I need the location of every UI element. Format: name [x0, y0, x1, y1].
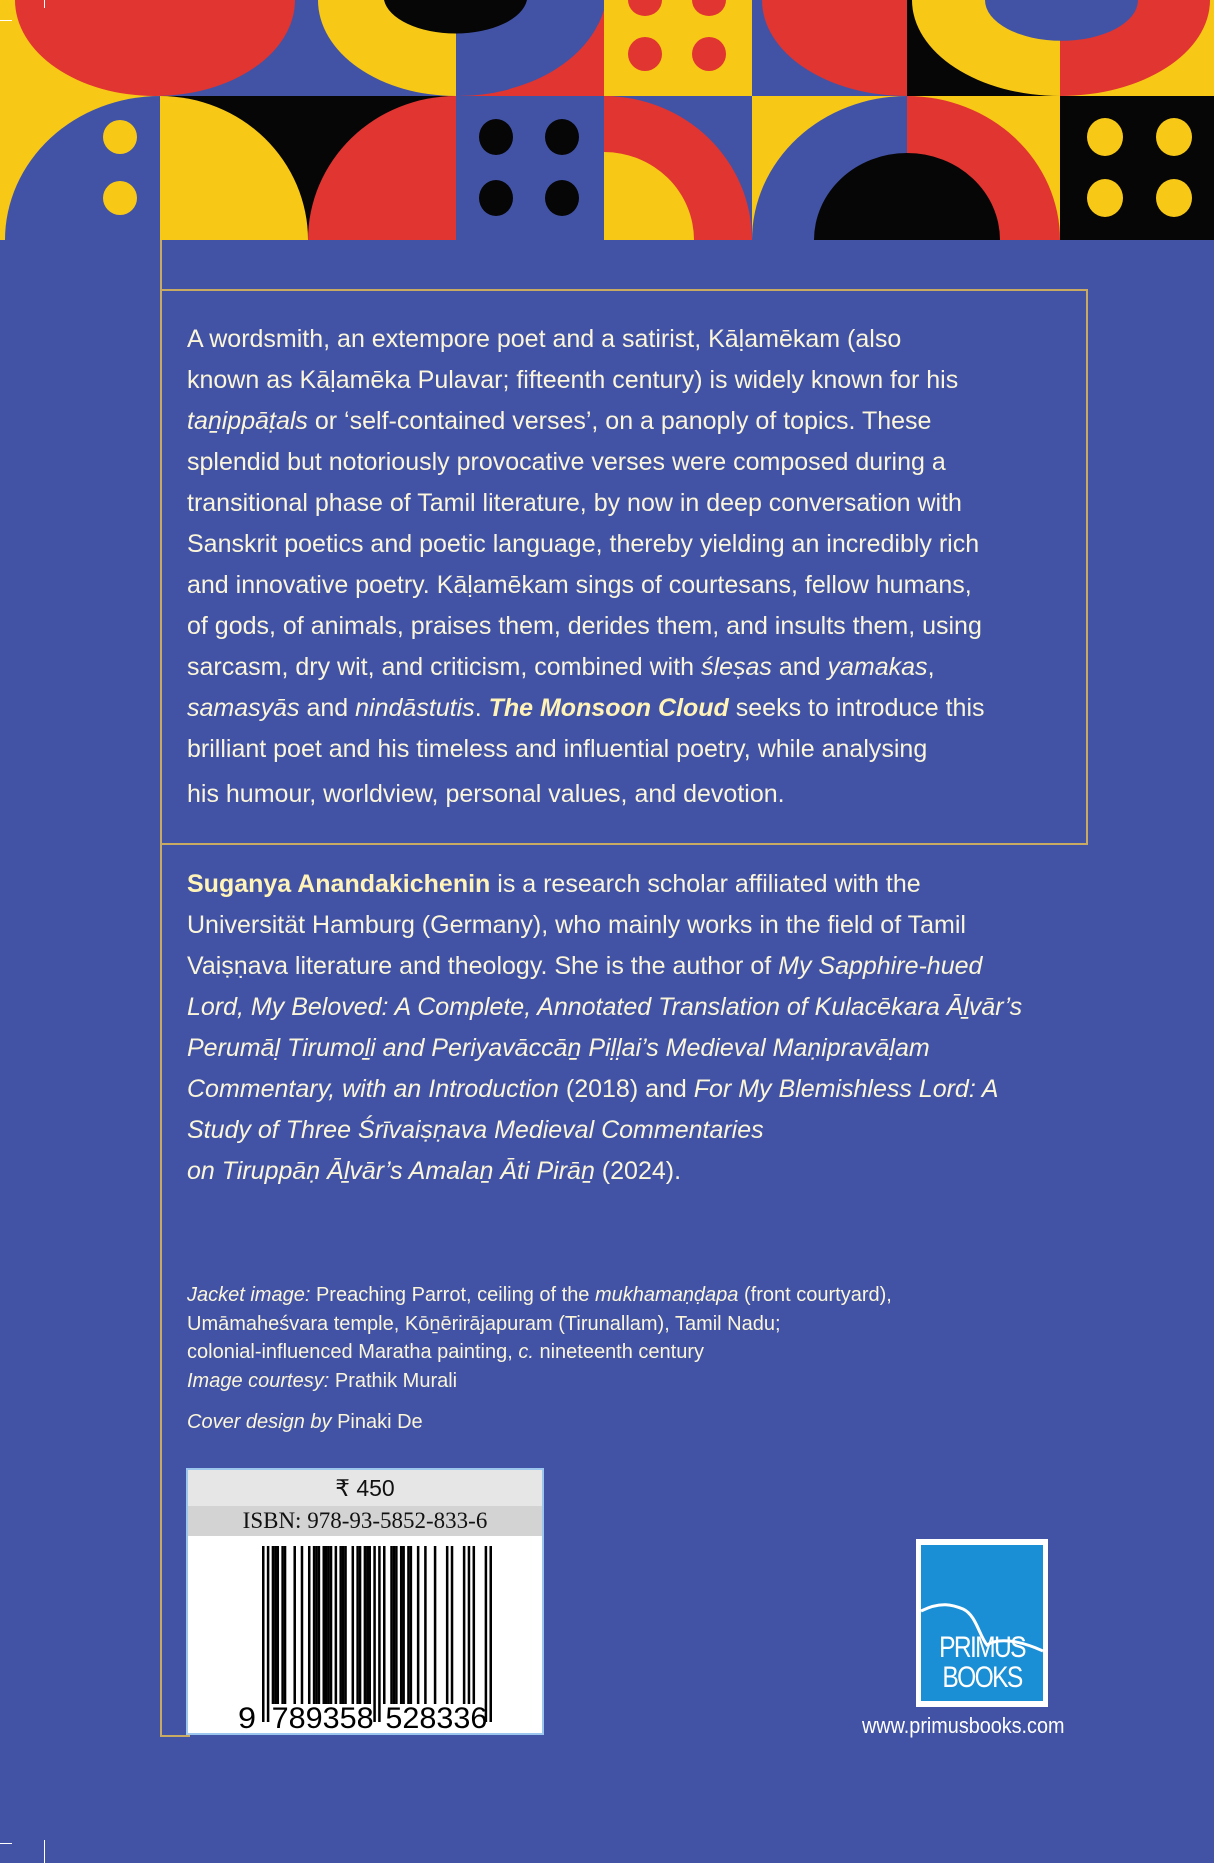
- barcode-bar: [489, 1546, 492, 1722]
- text-segment: taṉippāṭals: [187, 407, 308, 435]
- text-segment: mukhamaṇḍapa: [595, 1284, 739, 1306]
- image-credits: [187, 1281, 892, 1395]
- barcode-bar: [434, 1546, 437, 1704]
- barcode-bar: [267, 1546, 270, 1722]
- barcode-bar: [373, 1546, 376, 1722]
- text-line: [187, 946, 1022, 987]
- barcode-bar: [417, 1546, 420, 1704]
- text-segment: or ‘self-contained verses’, on a panoply of topics. These: [307, 407, 932, 435]
- text-segment: Lord, My Beloved: A Complete, Annotated Translation of Kulacēkara Āḻvār’s: [187, 993, 1023, 1021]
- barcode-digits: 9: [238, 1702, 256, 1733]
- barcode-bar: [390, 1546, 393, 1704]
- text-segment: colonial-influenced Maratha painting,: [187, 1341, 519, 1363]
- text-segment: on Tiruppāṇ Āḻvār’s Amalaṉ Āti Pirāṉ: [187, 1157, 595, 1185]
- text-line: [187, 401, 985, 442]
- text-segment: Vaiṣṇava literature and theology. She is the author of: [187, 952, 779, 980]
- geometric-pattern-banner: [0, 0, 1214, 242]
- crop-mark: [44, 0, 45, 8]
- text-segment: and: [771, 653, 828, 681]
- price: ₹ 450: [188, 1470, 542, 1506]
- barcode-bar: [335, 1546, 338, 1704]
- barcode-digits: 789358: [271, 1702, 374, 1733]
- text-line: [187, 442, 985, 483]
- text-line: [187, 688, 985, 729]
- barcode-bar: [284, 1546, 287, 1704]
- text-segment: Prathik Murali: [329, 1369, 458, 1392]
- barcode-bar: [352, 1546, 355, 1704]
- crop-mark: [44, 1840, 45, 1863]
- barcode-bar: [424, 1546, 427, 1704]
- text-segment: c.: [518, 1341, 534, 1363]
- text-segment: (2024).: [594, 1157, 682, 1185]
- crop-mark: [0, 1843, 12, 1844]
- text-segment: is a research scholar affiliated with the: [490, 870, 921, 898]
- text-segment: and: [299, 694, 356, 722]
- barcode-bar: [446, 1546, 449, 1704]
- barcode-bar: [323, 1546, 326, 1704]
- logo-line-1: PRIMUS: [939, 1631, 1025, 1664]
- barcode-bar: [356, 1546, 359, 1704]
- cover-design-label: Cover design by: [187, 1411, 332, 1433]
- barcode-bar: [281, 1546, 284, 1704]
- barcode-label: [186, 1468, 544, 1735]
- barcode-digits: 528336: [385, 1702, 488, 1733]
- barcode-bar: [393, 1546, 396, 1704]
- frame-rule-bottom: [160, 1735, 190, 1737]
- isbn: ISBN: 978-93-5852-833-6: [188, 1506, 542, 1536]
- text-segment: sarcasm, dry wit, and criticism, combined with: [187, 653, 702, 681]
- text-segment: known as Kāḷamēka Pulavar; fifteenth century) is widely known for his: [187, 366, 959, 394]
- barcode-bar: [368, 1546, 371, 1704]
- text-segment: For My Blemishless Lord: A: [693, 1075, 999, 1103]
- text-segment: śleṣas: [701, 653, 772, 681]
- barcode-bar: [400, 1546, 403, 1704]
- text-segment: nineteenth century: [533, 1341, 705, 1363]
- text-segment: transitional phase of Tamil literature, by now in deep conversation with: [187, 489, 962, 517]
- text-segment: brilliant poet and his timeless and influential poetry, while analysing: [187, 735, 928, 763]
- text-segment: samasyās: [187, 694, 300, 722]
- text-segment: and innovative poetry. Kāḷamēkam sings of courtesans, fellow humans,: [187, 571, 972, 599]
- publisher-url[interactable]: www.primusbooks.com: [862, 1713, 1065, 1738]
- barcode-bar: [327, 1546, 330, 1704]
- text-line: [187, 1310, 892, 1339]
- text-segment: splendid but notoriously provocative verses were composed during a: [187, 448, 946, 476]
- barcode-bar: [272, 1546, 275, 1704]
- text-segment: Umāmaheśvara temple, Kōṉērirājapuram (Tirunallam), Tamil Nadu;: [187, 1312, 781, 1335]
- barcode-bar: [473, 1546, 476, 1704]
- text-segment: Jacket image:: [187, 1284, 311, 1306]
- barcode-bar: [451, 1546, 454, 1704]
- barcode-bar: [277, 1546, 280, 1704]
- barcode-bar: [339, 1546, 342, 1704]
- text-segment: A wordsmith, an extempore poet and a satirist, Kāḷamēkam (also: [187, 325, 902, 353]
- text-line: [187, 987, 1022, 1028]
- barcode-bar: [301, 1546, 304, 1704]
- text-line: [187, 524, 985, 565]
- barcode: [188, 1470, 542, 1733]
- crop-mark: [0, 20, 12, 21]
- text-segment: his humour, worldview, personal values, and devotion.: [187, 780, 785, 808]
- barcode-bar: [262, 1546, 265, 1722]
- barcode-bar: [344, 1546, 347, 1704]
- publisher-logo: [916, 1539, 1048, 1707]
- barcode-bar: [330, 1546, 333, 1704]
- text-segment: ,: [927, 653, 935, 681]
- text-segment: of gods, of animals, praises them, derides them, and insults them, using: [187, 612, 982, 640]
- text-segment: Image courtesy:: [187, 1369, 330, 1392]
- text-segment: The Monsoon Cloud: [488, 694, 729, 722]
- text-segment: seeks to introduce this: [728, 694, 985, 722]
- text-segment: yamakas: [827, 653, 928, 681]
- text-segment: Study of Three Śrīvaiṣṇava Medieval Commentaries: [187, 1116, 764, 1144]
- barcode-bar: [293, 1546, 296, 1704]
- text-line: [187, 1069, 1022, 1110]
- text-line: [187, 360, 985, 401]
- cover-designer: Pinaki De: [331, 1411, 423, 1433]
- text-line: [187, 1028, 1022, 1069]
- logo-line-2: BOOKS: [942, 1661, 1022, 1694]
- text-line: [187, 483, 985, 524]
- text-segment: Preaching Parrot, ceiling of the: [310, 1284, 595, 1306]
- barcode-bar: [378, 1546, 381, 1722]
- barcode-bar: [308, 1546, 311, 1704]
- text-segment: Universität Hamburg (Germany), who mainly works in the field of Tamil: [187, 911, 966, 939]
- text-line: [187, 774, 985, 815]
- barcode-bar: [485, 1546, 488, 1722]
- text-line: [187, 729, 985, 770]
- text-segment: My Sapphire-hued: [778, 952, 983, 980]
- barcode-bar: [315, 1546, 318, 1704]
- text-segment: Suganya Anandakichenin: [187, 870, 491, 898]
- text-line: [187, 905, 1022, 946]
- text-line: [187, 1281, 892, 1310]
- barcode-bar: [468, 1546, 471, 1704]
- text-line: [187, 1151, 1022, 1192]
- barcode-bar: [366, 1546, 369, 1704]
- text-line: [187, 864, 1022, 905]
- barcode-bar: [395, 1546, 398, 1704]
- barcode-bar: [402, 1546, 405, 1704]
- barcode-bar: [313, 1546, 316, 1704]
- text-line: [187, 606, 985, 647]
- text-segment: Commentary, with an Introduction: [187, 1075, 559, 1103]
- text-line: [187, 1110, 1022, 1151]
- text-line: [187, 319, 985, 360]
- barcode-bar: [407, 1546, 410, 1704]
- text-segment: Sanskrit poetics and poetic language, thereby yielding an incredibly rich: [187, 530, 980, 558]
- barcode-bar: [359, 1546, 362, 1704]
- text-line: [187, 565, 985, 606]
- barcode-bar: [274, 1546, 277, 1704]
- author-bio: [187, 864, 1022, 1192]
- text-segment: (front courtyard),: [738, 1284, 892, 1306]
- barcode-bar: [463, 1546, 466, 1704]
- text-line: [187, 647, 985, 688]
- text-line: [187, 1367, 892, 1396]
- barcode-bar: [342, 1546, 345, 1704]
- barcode-bar: [318, 1546, 321, 1704]
- text-segment: Perumāḷ Tirumoḻi and Periyavāccāṉ Piḷḷai’s Medieval Maṇipravāḷam: [187, 1034, 930, 1062]
- cover-design-credit: [187, 1411, 423, 1434]
- barcode-bar: [383, 1546, 386, 1704]
- text-segment: .: [474, 694, 489, 722]
- text-line: [187, 1338, 892, 1367]
- text-segment: (2018) and: [558, 1075, 694, 1103]
- barcode-bar: [410, 1546, 413, 1704]
- barcode-bar: [325, 1546, 328, 1704]
- text-segment: nindāstutis: [355, 694, 475, 722]
- barcode-bar: [364, 1546, 367, 1704]
- book-blurb: [187, 319, 985, 815]
